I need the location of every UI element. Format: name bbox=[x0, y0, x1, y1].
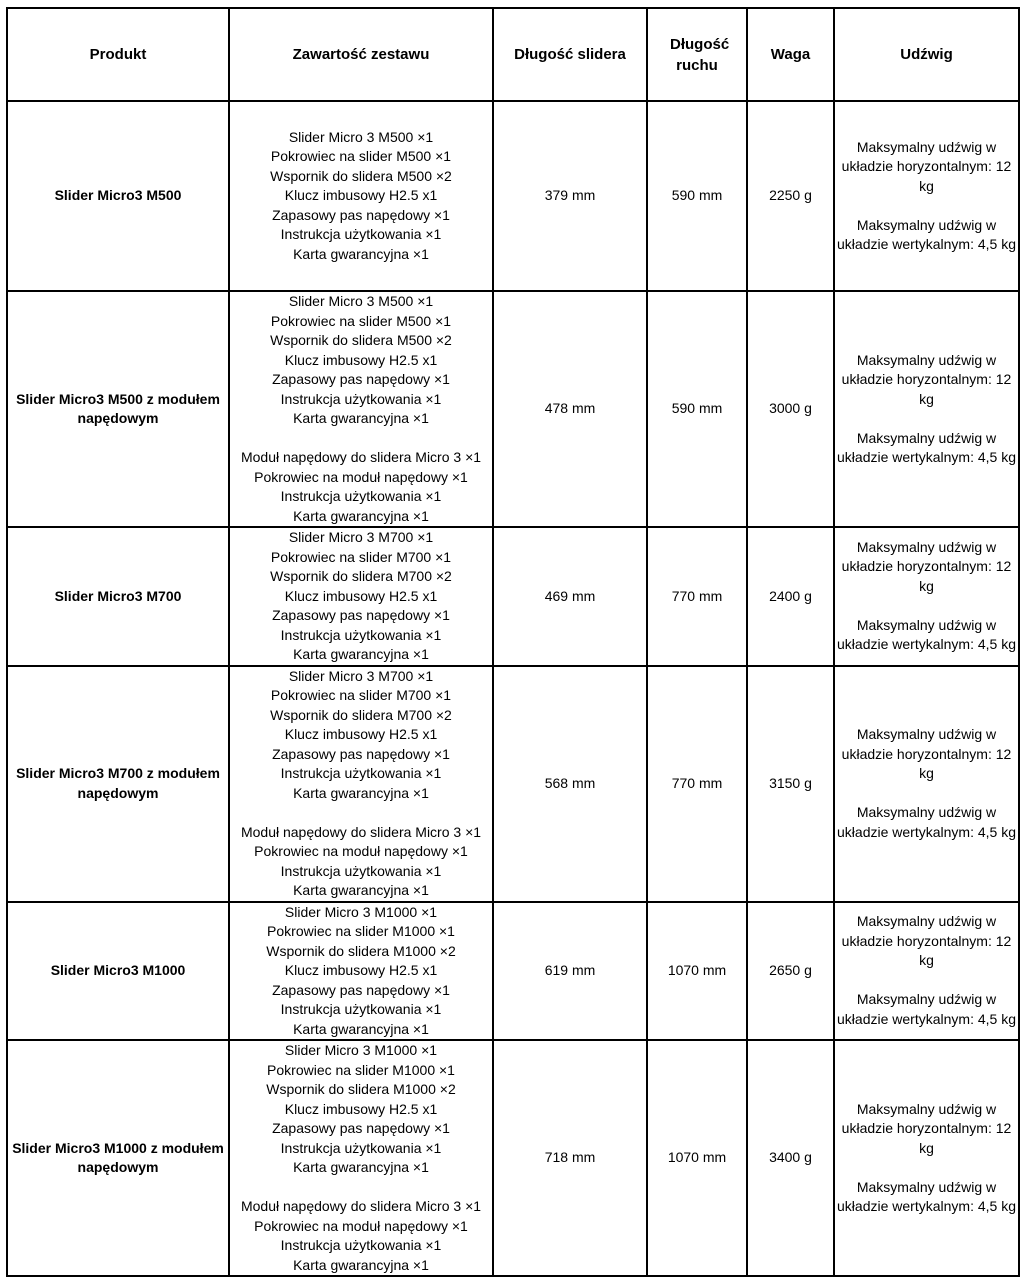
kit-contents bbox=[229, 902, 493, 1041]
contents-item: Instrukcja użytkowania ×1 bbox=[280, 626, 442, 643]
contents-item: Klucz imbusowy H2.5 x1 bbox=[284, 187, 438, 204]
load-capacity bbox=[834, 1040, 1019, 1276]
kit-contents bbox=[229, 666, 493, 902]
header-slider-length: Długość slidera bbox=[493, 8, 647, 101]
contents-item: Instrukcja użytkowania ×1 bbox=[280, 862, 442, 879]
contents-item: Wspornik do slidera M700 ×2 bbox=[270, 706, 452, 723]
slider-length: 718 mm bbox=[493, 1040, 647, 1276]
contents-spacer bbox=[232, 1178, 490, 1198]
load-capacity bbox=[834, 527, 1019, 666]
contents-item: Moduł napędowy do slidera Micro 3 ×1 bbox=[240, 1198, 482, 1214]
load-horizontal: Maksymalny udźwig w układzie horyzontalnym: 12 kg bbox=[841, 351, 1012, 407]
product-name: Slider Micro3 M1000 z modułem napędowym bbox=[7, 1040, 229, 1276]
travel-length: 770 mm bbox=[647, 527, 747, 666]
contents-item: Slider Micro 3 M1000 ×1 bbox=[284, 903, 438, 920]
load-spacer bbox=[837, 971, 1016, 991]
slider-length: 379 mm bbox=[493, 101, 647, 291]
product-name: Slider Micro3 M500 bbox=[7, 101, 229, 291]
load-vertical: Maksymalny udźwig w układzie wertykalnym: 4,5 kg bbox=[837, 804, 1016, 840]
contents-item: Wspornik do slidera M1000 ×2 bbox=[266, 942, 456, 959]
header-travel-length: Długość ruchu bbox=[647, 8, 747, 101]
table-row bbox=[7, 666, 1019, 902]
contents-item: Karta gwarancyjna ×1 bbox=[293, 1159, 429, 1175]
load-spacer bbox=[837, 784, 1016, 804]
load-capacity bbox=[834, 666, 1019, 902]
contents-item: Wspornik do slidera M500 ×2 bbox=[270, 167, 452, 184]
travel-length: 770 mm bbox=[647, 666, 747, 902]
travel-length: 1070 mm bbox=[647, 1040, 747, 1276]
kit-contents bbox=[229, 291, 493, 527]
travel-length: 1070 mm bbox=[647, 902, 747, 1041]
kit-contents bbox=[229, 101, 493, 291]
product-name: Slider Micro3 M500 z modułem napędowym bbox=[7, 291, 229, 527]
slider-length: 478 mm bbox=[493, 291, 647, 527]
contents-item: Karta gwarancyjna ×1 bbox=[293, 646, 429, 662]
contents-item: Karta gwarancyjna ×1 bbox=[293, 882, 429, 898]
weight: 3000 g bbox=[747, 291, 834, 527]
contents-item: Instrukcja użytkowania ×1 bbox=[280, 390, 442, 407]
slider-length: 619 mm bbox=[493, 902, 647, 1041]
load-spacer bbox=[837, 409, 1016, 429]
contents-item: Klucz imbusowy H2.5 x1 bbox=[284, 1100, 438, 1117]
contents-item: Moduł napędowy do slidera Micro 3 ×1 bbox=[240, 449, 482, 465]
contents-item: Karta gwarancyjna ×1 bbox=[293, 784, 429, 801]
load-vertical: Maksymalny udźwig w układzie wertykalnym: 4,5 kg bbox=[837, 616, 1016, 653]
load-horizontal: Maksymalny udźwig w układzie horyzontalnym: 12 kg bbox=[841, 538, 1012, 594]
header-product: Produkt bbox=[7, 8, 229, 101]
contents-item: Pokrowiec na slider M700 ×1 bbox=[270, 548, 452, 565]
contents-item: Wspornik do slidera M500 ×2 bbox=[270, 332, 452, 348]
contents-item: Instrukcja użytkowania ×1 bbox=[280, 1139, 442, 1156]
header-weight: Waga bbox=[747, 8, 834, 101]
load-horizontal: Maksymalny udźwig w układzie horyzontalnym: 12 kg bbox=[841, 1100, 1012, 1156]
contents-item: Karta gwarancyjna ×1 bbox=[293, 507, 429, 524]
contents-item: Instrukcja użytkowania ×1 bbox=[280, 765, 442, 781]
load-spacer bbox=[837, 1158, 1016, 1178]
contents-spacer bbox=[232, 429, 490, 449]
contents-item: Instrukcja użytkowania ×1 bbox=[280, 488, 442, 504]
weight: 2650 g bbox=[747, 902, 834, 1041]
contents-item: Slider Micro 3 M700 ×1 bbox=[288, 667, 434, 684]
load-horizontal: Maksymalny udźwig w układzie horyzontalnym: 12 kg bbox=[841, 726, 1012, 781]
load-spacer bbox=[837, 196, 1016, 216]
contents-item: Pokrowiec na moduł napędowy ×1 bbox=[254, 843, 468, 859]
kit-contents bbox=[229, 1040, 493, 1276]
load-vertical: Maksymalny udźwig w układzie wertykalnym: 4,5 kg bbox=[837, 216, 1016, 252]
contents-item: Instrukcja użytkowania ×1 bbox=[280, 1237, 442, 1253]
contents-item: Slider Micro 3 M1000 ×1 bbox=[284, 1042, 438, 1058]
contents-item: Klucz imbusowy H2.5 x1 bbox=[284, 962, 438, 978]
travel-length: 590 mm bbox=[647, 101, 747, 291]
table-row bbox=[7, 291, 1019, 527]
load-capacity bbox=[834, 101, 1019, 291]
load-vertical: Maksymalny udźwig w układzie wertykalnym: 4,5 kg bbox=[837, 991, 1016, 1027]
contents-item: Instrukcja użytkowania ×1 bbox=[280, 1001, 442, 1017]
product-name: Slider Micro3 M700 z modułem napędowym bbox=[7, 666, 229, 902]
contents-item: Slider Micro 3 M700 ×1 bbox=[288, 529, 434, 545]
contents-item: Pokrowiec na slider M1000 ×1 bbox=[267, 1061, 455, 1078]
header-contents: Zawartość zestawu bbox=[229, 8, 493, 101]
weight: 2400 g bbox=[747, 527, 834, 666]
load-horizontal: Maksymalny udźwig w układzie horyzontalnym: 12 kg bbox=[841, 138, 1012, 194]
contents-item: Zapasowy pas napędowy ×1 bbox=[272, 981, 450, 998]
contents-item: Klucz imbusowy H2.5 x1 bbox=[284, 351, 438, 368]
contents-item: Zapasowy pas napędowy ×1 bbox=[272, 206, 450, 223]
contents-item: Pokrowiec na slider M500 ×1 bbox=[270, 148, 452, 165]
contents-item: Instrukcja użytkowania ×1 bbox=[280, 226, 442, 243]
contents-item: Karta gwarancyjna ×1 bbox=[293, 1020, 429, 1037]
product-spec-table bbox=[6, 7, 1020, 1277]
slider-length: 568 mm bbox=[493, 666, 647, 902]
table-row bbox=[7, 101, 1019, 291]
contents-item: Slider Micro 3 M500 ×1 bbox=[288, 128, 434, 145]
contents-item: Zapasowy pas napędowy ×1 bbox=[272, 607, 450, 623]
header-row bbox=[7, 8, 1019, 101]
load-vertical: Maksymalny udźwig w układzie wertykalnym: 4,5 kg bbox=[837, 429, 1016, 465]
load-capacity bbox=[834, 291, 1019, 527]
table-row bbox=[7, 527, 1019, 666]
contents-item: Karta gwarancyjna ×1 bbox=[293, 1256, 429, 1273]
table-row bbox=[7, 1040, 1019, 1276]
contents-item: Pokrowiec na moduł napędowy ×1 bbox=[254, 1217, 468, 1234]
load-vertical: Maksymalny udźwig w układzie wertykalnym: 4,5 kg bbox=[837, 1178, 1016, 1214]
contents-item: Karta gwarancyjna ×1 bbox=[293, 410, 429, 426]
kit-contents bbox=[229, 527, 493, 666]
contents-item: Klucz imbusowy H2.5 x1 bbox=[284, 587, 438, 604]
contents-item: Zapasowy pas napędowy ×1 bbox=[272, 745, 450, 762]
contents-spacer bbox=[232, 803, 490, 823]
contents-item: Wspornik do slidera M1000 ×2 bbox=[266, 1081, 456, 1097]
contents-item: Pokrowiec na slider M1000 ×1 bbox=[267, 923, 455, 939]
table-row bbox=[7, 902, 1019, 1041]
table-body bbox=[7, 101, 1019, 1276]
contents-item: Karta gwarancyjna ×1 bbox=[293, 245, 429, 262]
product-name: Slider Micro3 M1000 bbox=[7, 902, 229, 1041]
slider-length: 469 mm bbox=[493, 527, 647, 666]
load-horizontal: Maksymalny udźwig w układzie horyzontalnym: 12 kg bbox=[841, 913, 1012, 969]
weight: 3400 g bbox=[747, 1040, 834, 1276]
load-capacity bbox=[834, 902, 1019, 1041]
travel-length: 590 mm bbox=[647, 291, 747, 527]
contents-item: Slider Micro 3 M500 ×1 bbox=[288, 293, 434, 309]
weight: 2250 g bbox=[747, 101, 834, 291]
contents-item: Moduł napędowy do slidera Micro 3 ×1 bbox=[240, 823, 482, 840]
contents-item: Pokrowiec na slider M500 ×1 bbox=[270, 312, 452, 329]
weight: 3150 g bbox=[747, 666, 834, 902]
header-load: Udźwig bbox=[834, 8, 1019, 101]
contents-item: Zapasowy pas napędowy ×1 bbox=[272, 1120, 450, 1136]
contents-item: Pokrowiec na moduł napędowy ×1 bbox=[254, 468, 468, 485]
contents-item: Wspornik do slidera M700 ×2 bbox=[270, 568, 452, 584]
contents-item: Pokrowiec na slider M700 ×1 bbox=[270, 687, 452, 703]
contents-item: Klucz imbusowy H2.5 x1 bbox=[284, 726, 438, 742]
product-name: Slider Micro3 M700 bbox=[7, 527, 229, 666]
contents-item: Zapasowy pas napędowy ×1 bbox=[272, 371, 450, 387]
load-spacer bbox=[837, 596, 1016, 616]
